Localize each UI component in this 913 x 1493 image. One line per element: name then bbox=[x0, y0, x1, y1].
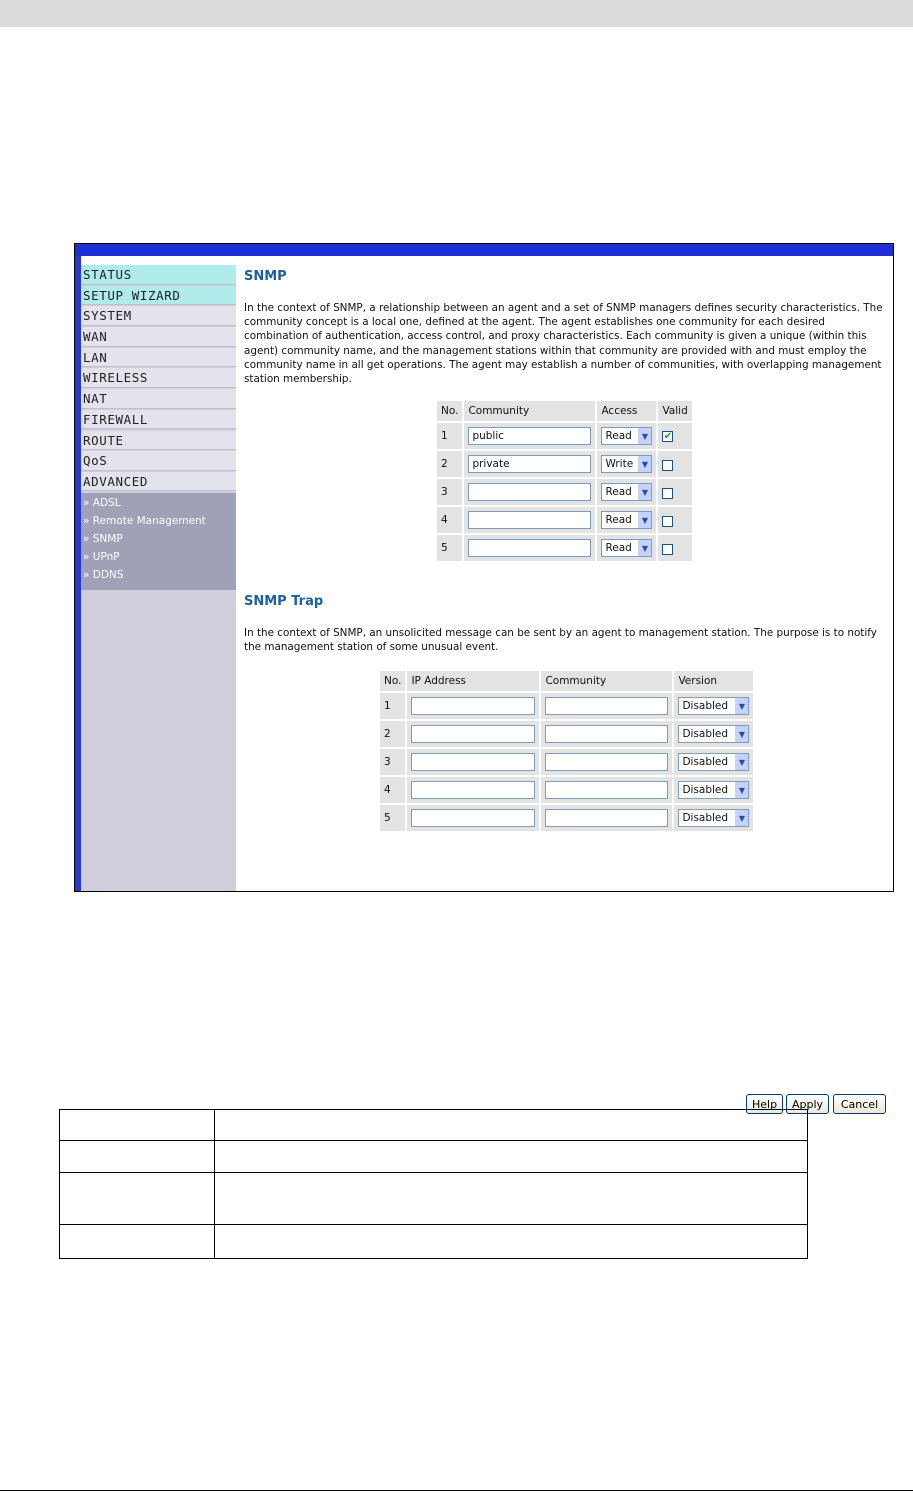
chevron-down-icon: ▼ bbox=[638, 512, 651, 528]
community-input[interactable] bbox=[545, 781, 668, 799]
valid-checkbox[interactable] bbox=[662, 488, 673, 499]
document-table bbox=[59, 1109, 808, 1259]
chevron-down-icon: ▼ bbox=[735, 810, 748, 826]
chevron-down-icon: ▼ bbox=[735, 698, 748, 714]
ip-address-input[interactable] bbox=[411, 697, 535, 715]
access-select[interactable] bbox=[601, 455, 652, 473]
table-header-row bbox=[437, 401, 692, 421]
version-value: Disabled bbox=[682, 728, 729, 740]
community-input[interactable] bbox=[545, 809, 668, 827]
snmp-trap-description: In the context of SNMP, an unsolicited message can be sent by an agent to management station. The purpose is to notify the management station of some unusual event. bbox=[244, 627, 877, 654]
access-value: Read bbox=[605, 514, 632, 526]
chevron-down-icon: ▼ bbox=[638, 540, 651, 556]
sidebar bbox=[81, 265, 236, 891]
sidebar-item-status[interactable]: STATUS bbox=[81, 265, 236, 285]
subnav-item-ddns[interactable]: » DDNS bbox=[83, 568, 124, 581]
table-row bbox=[437, 451, 692, 477]
col-header-valid: Valid bbox=[658, 401, 691, 421]
chevron-down-icon: ▼ bbox=[638, 428, 651, 444]
check-icon: ✔ bbox=[663, 430, 673, 442]
row-number: 4 bbox=[380, 777, 405, 803]
community-input[interactable] bbox=[468, 539, 591, 557]
access-select[interactable] bbox=[601, 511, 652, 529]
sidebar-item-route[interactable]: ROUTE bbox=[81, 431, 236, 451]
table-row bbox=[60, 1110, 808, 1141]
version-select[interactable] bbox=[678, 809, 749, 827]
sidebar-item-qos[interactable]: QoS bbox=[81, 451, 236, 471]
col-header-community: Community bbox=[541, 671, 672, 691]
row-number: 1 bbox=[437, 423, 462, 449]
snmp-description: In the context of SNMP, a relationship between an agent and a set of SNMP managers defines security characteristics. The community concept is a local one, defined at the agent. The agent establishes one community for each desired combination of authentication, access control, and proxy characteristics. Each community is given a unique (within this agent) community name, and the management stations within that community are provided with and must employ the community name in all get operations. The agent may establish a number of communities, with overlapping management station membership. bbox=[244, 302, 883, 386]
ip-address-input[interactable] bbox=[411, 781, 535, 799]
community-input[interactable] bbox=[468, 483, 591, 501]
chevron-down-icon: ▼ bbox=[638, 484, 651, 500]
valid-checkbox[interactable] bbox=[662, 431, 673, 442]
version-select[interactable] bbox=[678, 753, 749, 771]
table-row bbox=[380, 777, 753, 803]
subnav-item-adsl[interactable]: » ADSL bbox=[83, 496, 121, 509]
row-number: 4 bbox=[437, 507, 462, 533]
sidebar-item-lan[interactable]: LAN bbox=[81, 348, 236, 368]
table-header-row bbox=[380, 671, 753, 691]
ip-address-input[interactable] bbox=[411, 753, 535, 771]
chevron-down-icon: ▼ bbox=[735, 754, 748, 770]
community-input[interactable] bbox=[545, 697, 668, 715]
access-value: Read bbox=[605, 486, 632, 498]
community-input[interactable] bbox=[545, 753, 668, 771]
version-value: Disabled bbox=[682, 700, 729, 712]
sidebar-item-system[interactable]: SYSTEM bbox=[81, 306, 236, 326]
row-number: 2 bbox=[437, 451, 462, 477]
advanced-submenu bbox=[81, 493, 236, 590]
table-row bbox=[380, 693, 753, 719]
row-number: 5 bbox=[380, 805, 405, 831]
valid-checkbox[interactable] bbox=[662, 516, 673, 527]
sidebar-item-setup-wizard[interactable]: SETUP WIZARD bbox=[81, 286, 236, 306]
table-row bbox=[437, 507, 692, 533]
table-row bbox=[437, 423, 692, 449]
ip-address-input[interactable] bbox=[411, 809, 535, 827]
ip-address-input[interactable] bbox=[411, 725, 535, 743]
col-header-no: No. bbox=[437, 401, 462, 421]
help-button[interactable]: Help bbox=[746, 1094, 783, 1114]
chevron-down-icon: ▼ bbox=[638, 456, 651, 472]
col-header-community: Community bbox=[464, 401, 595, 421]
version-value: Disabled bbox=[682, 812, 729, 824]
row-number: 1 bbox=[380, 693, 405, 719]
col-header-version: Version bbox=[674, 671, 753, 691]
sidebar-item-firewall[interactable]: FIREWALL bbox=[81, 410, 236, 430]
row-number: 2 bbox=[380, 721, 405, 747]
table-row bbox=[60, 1225, 808, 1259]
access-value: Read bbox=[605, 430, 632, 442]
chevron-down-icon: ▼ bbox=[735, 726, 748, 742]
sidebar-item-nat[interactable]: NAT bbox=[81, 389, 236, 409]
cancel-button[interactable]: Cancel bbox=[833, 1094, 886, 1114]
sidebar-item-wan[interactable]: WAN bbox=[81, 327, 236, 347]
row-number: 3 bbox=[380, 749, 405, 775]
table-row bbox=[60, 1141, 808, 1173]
table-row bbox=[437, 479, 692, 505]
trap-table bbox=[378, 669, 755, 833]
community-input[interactable]: private bbox=[468, 455, 591, 473]
main-content bbox=[236, 256, 893, 891]
access-value: Read bbox=[605, 542, 632, 554]
access-select[interactable] bbox=[601, 539, 652, 557]
frame-top-bar bbox=[75, 244, 893, 256]
snmp-title: SNMP bbox=[244, 269, 287, 284]
community-table bbox=[435, 399, 694, 563]
table-row bbox=[60, 1173, 808, 1225]
access-select[interactable] bbox=[601, 427, 652, 445]
version-select[interactable] bbox=[678, 781, 749, 799]
snmp-trap-title: SNMP Trap bbox=[244, 594, 324, 609]
version-value: Disabled bbox=[682, 784, 729, 796]
sidebar-item-advanced[interactable]: ADVANCED bbox=[81, 472, 236, 492]
access-select[interactable] bbox=[601, 483, 652, 501]
col-header-access: Access bbox=[597, 401, 656, 421]
version-value: Disabled bbox=[682, 756, 729, 768]
community-input[interactable] bbox=[545, 725, 668, 743]
subnav-item-remote-management[interactable]: » Remote Management bbox=[83, 514, 206, 527]
page-footer-rule bbox=[0, 1490, 913, 1491]
subnav-item-upnp[interactable]: » UPnP bbox=[83, 550, 120, 563]
page-header-bar bbox=[0, 0, 913, 27]
row-number: 3 bbox=[437, 479, 462, 505]
row-number: 5 bbox=[437, 535, 462, 561]
router-screenshot bbox=[74, 243, 894, 1111]
chevron-down-icon: ▼ bbox=[735, 782, 748, 798]
table-row bbox=[380, 721, 753, 747]
table-row bbox=[380, 749, 753, 775]
access-value: Write bbox=[605, 458, 634, 470]
table-row bbox=[380, 805, 753, 831]
col-header-ip-address: IP Address bbox=[407, 671, 539, 691]
community-input[interactable]: public bbox=[468, 427, 591, 445]
apply-button[interactable]: Apply bbox=[786, 1094, 829, 1114]
community-input[interactable] bbox=[468, 511, 591, 529]
sidebar-item-wireless[interactable]: WIRELESS bbox=[81, 368, 236, 388]
valid-checkbox[interactable] bbox=[662, 460, 673, 471]
version-select[interactable] bbox=[678, 725, 749, 743]
table-row bbox=[437, 535, 692, 561]
valid-checkbox[interactable] bbox=[662, 544, 673, 555]
subnav-item-snmp[interactable]: » SNMP bbox=[83, 532, 123, 545]
version-select[interactable] bbox=[678, 697, 749, 715]
col-header-no: No. bbox=[380, 671, 405, 691]
